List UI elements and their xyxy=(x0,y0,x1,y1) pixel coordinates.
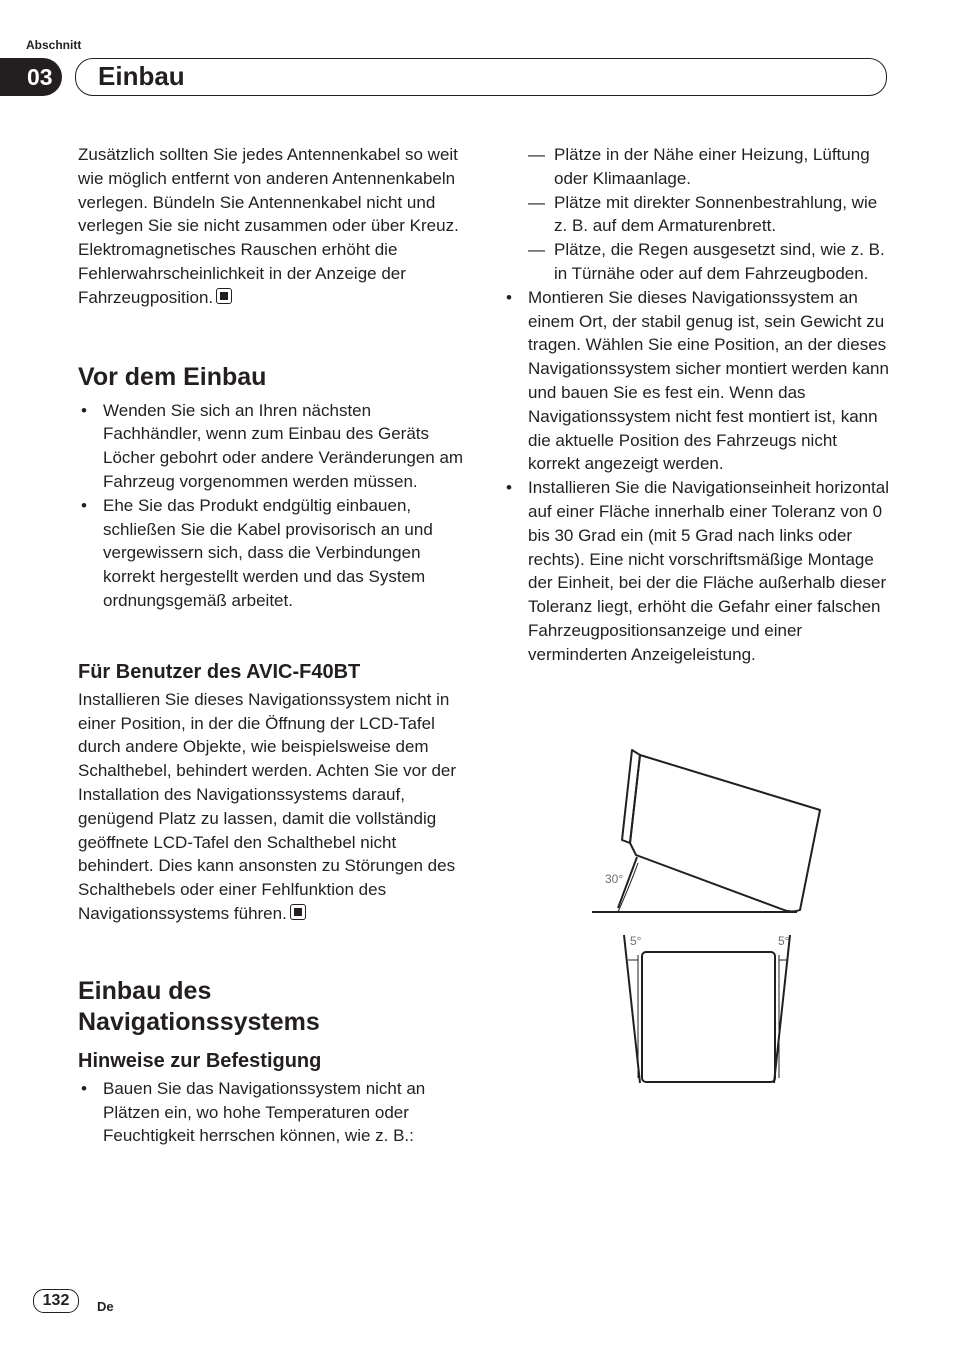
abschnitt-label: Abschnitt xyxy=(26,38,82,52)
intro-paragraph: Zusätzlich sollten Sie jedes Antennenkabel so weit wie möglich entfernt von anderen Antennenkabeln verlegen. Bündeln Sie Antennenkabel nicht und verlegen Sie sie nicht zusammen oder über Kreuz. Elektromagnetisches Rauschen erhöht die Fehlerwahrscheinlichkeit in der Anzeige der Fahrzeugposition. xyxy=(78,145,459,307)
mounting-list xyxy=(503,286,893,667)
end-of-section-icon xyxy=(216,288,232,304)
list-item: • Montieren Sie dieses Navigationssystem an einem Ort, der stabil genug ist, sein Gewicht zu tragen. Wählen Sie eine Position, an der dieses Navigationssystem sicher montiert werden kann und bauen Sie es fest ein. Wenn das Navigationssystem nicht fest montiert ist, kann die aktuelle Position des Fahrzeugs nicht korrekt angezeigt werden. xyxy=(503,286,893,476)
right-limit-line xyxy=(774,935,790,1083)
list-item: — Plätze, die Regen ausgesetzt sind, wie z. B. in Türnähe oder auf dem Fahrzeugboden. xyxy=(503,238,893,286)
mounting-angle-diagram xyxy=(592,745,832,1085)
befestigung-list xyxy=(78,1077,468,1148)
angle-arc xyxy=(618,863,638,912)
location-dash-list xyxy=(503,143,893,286)
heading-hinweise-befestigung: Hinweise zur Befestigung xyxy=(78,1049,322,1072)
tilt-angle-label: 30° xyxy=(605,872,624,886)
language-code: De xyxy=(97,1299,114,1314)
left-column xyxy=(78,143,468,1148)
right-column xyxy=(503,143,893,667)
end-of-section-icon xyxy=(290,904,306,920)
section-title: Einbau xyxy=(98,61,185,91)
right-angle-label: 5° xyxy=(778,934,790,948)
list-item: • Bauen Sie das Navigationssystem nicht an Plätzen ein, wo hohe Temperaturen oder Feuchtigkeit herrschen können, wie z. B.: xyxy=(78,1077,468,1148)
page-number-badge: 132 xyxy=(33,1289,79,1313)
list-item: • Wenden Sie sich an Ihren nächsten Fachhändler, wenn zum Einbau des Geräts Löcher gebohrt oder andere Veränderungen am Fahrzeug vorgenommen werden müssen. xyxy=(78,399,468,494)
heading-einbau-des-navigationssystems: Einbau des Navigationssystems xyxy=(78,976,320,1036)
heading-vor-dem-einbau: Vor dem Einbau xyxy=(78,362,267,391)
section-title-frame xyxy=(75,58,887,96)
vor-dem-einbau-list xyxy=(78,399,468,613)
left-angle-label: 5° xyxy=(630,934,642,948)
list-item: • Installieren Sie die Navigationseinheit horizontal auf einer Fläche innerhalb einer Toleranz von 0 bis 30 Grad ein (mit 5 Grad nach links oder rechts). Eine nicht vorschriftsmäßige Montage der Einheit, bei der die Fläche außerhalb dieser Toleranz liegt, erhöht die Gefahr einer falschen Fahrzeugpositionsanzeige und einer verminderten Anzeigeleistung. xyxy=(503,476,893,666)
avic-paragraph: Installieren Sie dieses Navigationssystem nicht in einer Position, in der die Öffnung der LCD-Tafel durch andere Objekte, wie beispielsweise dem Schalthebel, behindert werden. Achten Sie vor der Installation des Navigationssystems darauf, genügend Platz zu lassen, damit die vollständig geöffnete LCD-Tafel den Schalthebel nicht behindert. Dies kann ansonsten zu Störungen des Schalthebels oder einer Fehlfunktion des Navigationssystems führen. xyxy=(78,689,457,923)
list-item: — Plätze mit direkter Sonnenbestrahlung, wie z. B. auf dem Armaturenbrett. xyxy=(503,191,893,239)
tilted-unit-front-panel xyxy=(622,750,640,843)
upright-unit xyxy=(642,952,775,1082)
list-item: — Plätze in der Nähe einer Heizung, Lüftung oder Klimaanlage. xyxy=(503,143,893,191)
section-number-badge: 03 xyxy=(0,58,62,96)
heading-avic: Für Benutzer des AVIC-F40BT xyxy=(78,660,361,683)
tilted-unit xyxy=(630,755,820,912)
list-item: • Ehe Sie das Produkt endgültig einbauen, schließen Sie die Kabel provisorisch an und vergewissern sich, dass die Verbindungen korrekt hergestellt werden und das System ordnungsgemäß arbeitet. xyxy=(78,494,468,613)
